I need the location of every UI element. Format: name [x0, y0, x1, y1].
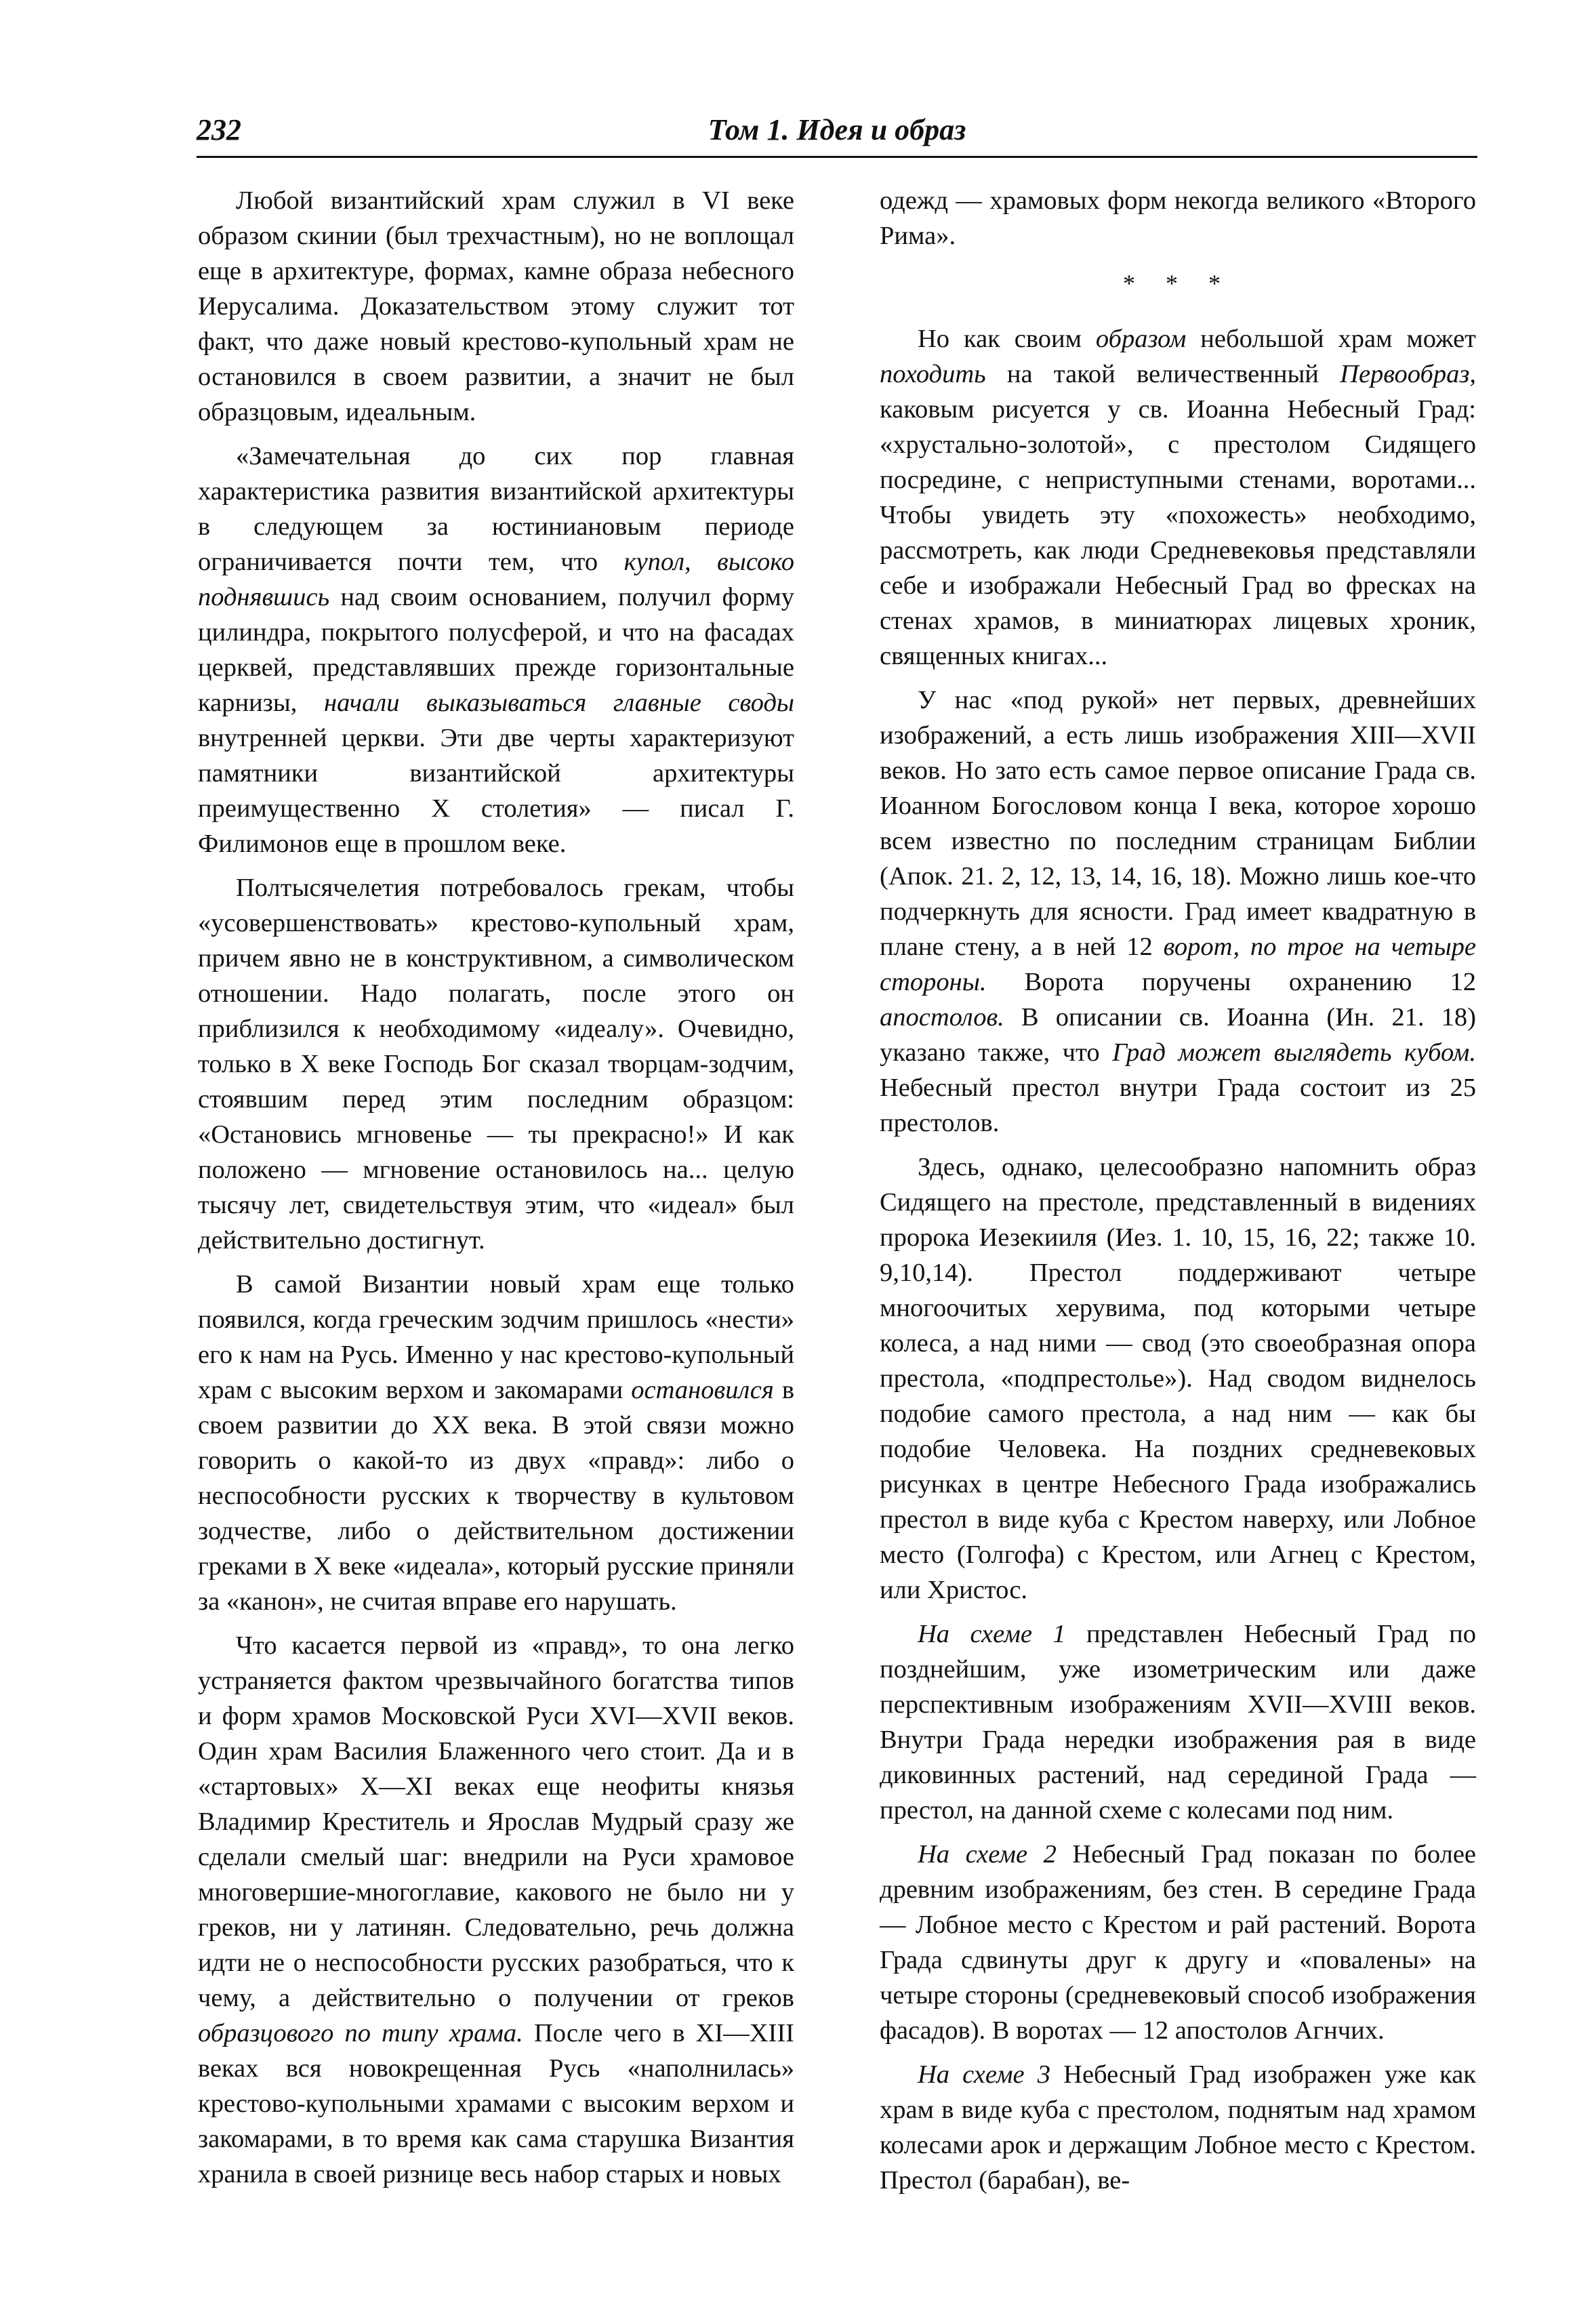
paragraph: Полтысячелетия потребовалось грекам, чтобы «усовершенствовать» крестово-купольный храм, причем явно не в конструктивном, а символическом отношении. Надо полагать, после этого он приблизился к необходимому «идеалу». Очевидно, только в X веке Господь Бог сказал творцам-зодчим, стоявшим перед этим последним образцом: «Остановись мгновенье — ты прекрасно!» И как положено — мгновение остановилось на... целую тысячу лет, свидетельствуя этим, что «идеал» был действительно достигнут. [198, 874, 794, 1255]
paragraph: Здесь, однако, целесообразно напомнить образ Сидящего на престоле, представленный в видениях пророка Иезекииля (Иез. 1. 10, 15, 16, 22; также 10. 9,10,14). Престол поддерживают четыре многоочитых херувима, под которыми четыре колеса, а над ними — свод (это своеобразная опора престола, «подпрестолье»). Над сводом виднелось подобие самого престола, а над ним — как бы подобие Человека. На поздних средневековых рисунках в центре Небесного Града изображались престол в виде куба с Крестом наверху, или Лобное место (Голгофа) с Крестом, или Агнец с Крестом, или Христос. [880, 1153, 1476, 1604]
paragraph: В самой Византии новый храм еще только появился, когда греческим зодчим пришлось «нести» его к нам на Русь. Именно у нас крестово-купольный храм с высоким верхом и закомарами остановился в своем развитии до XX века. В этой связи можно говорить о какой-то из двух «правд»: либо о неспособности русских к творчеству в культовом зодчестве, либо о действительном достижении греками в X веке «идеала», который русские приняли за «канон», не считая вправе его нарушать. [198, 1270, 794, 1616]
paragraph: «Замечательная до сих пор главная характеристика развития византийской архитектуры в следующем за юстиниановым периоде ограничивается почти тем, что купол, высоко поднявшись над своим основанием, получил форму цилиндра, покрытого полусферой, и что на фасадах церквей, представлявших прежде горизонтальные карнизы, начали выказываться главные своды внутренней церкви. Эти две черты характеризуют памятники византийской архитектуры преимущественно X столетия» — писал Г. Филимонов еще в прошлом веке. [198, 442, 795, 858]
running-title: Том 1. Идея и образ [708, 113, 966, 146]
page-header [197, 108, 1477, 158]
paragraph: На схеме 3 Небесный Град изображен уже как храм в виде куба с престолом, поднятым над храмом колесами арок и держащим Лобное место с Крестом. Престол (барабан), ве- [880, 2060, 1477, 2195]
paragraph: Что касается первой из «правд», то она легко устраняется фактом чрезвычайного богатства типов и форм храмов Московской Руси XVI—XVII веков. Один храм Василия Блаженного чего стоит. Да и в «стартовых» X—XI веках еще неофиты князья Владимир Креститель и Ярослав Мудрый сразу же сделали смелый шаг: внедрили на Руси храмовое многовершие-многоглавие, какового не было ни у греков, ни у латинян. Следовательно, речь должна идти не о неспособности русских разобраться, что к чему, а действительно о получении от греков образцового по типу храма. После чего в XI—XIII веках вся новокрещенная Русь «наполнилась» крестово-купольными храмами с высоким верхом и закомарами, в то время как сама старушка Византия хранила в своей ризнице весь набор старых и новых [198, 1631, 794, 2188]
paragraph: Но как своим образом небольшой храм может походить на такой величественный Первообраз, каковым рисуется у св. Иоанна Небесный Град: «хрустально-золотой», с престолом Сидящего посредине, с неприступными стенами, воротами... Чтобы увидеть эту «похожесть» необходимо, рассмотреть, как люди Средневековья представляли себе и изображали Небесный Град во фресках на стенах храмов, в миниатюрах лицевых хроник, священных книгах... [880, 325, 1476, 670]
right-column [880, 183, 1476, 2207]
page-number: 232 [197, 113, 241, 146]
paragraph: Любой византийский храм служил в VI веке образом скинии (был трехчастным), но не воплощал еще в архитектуре, формах, камне образа небесного Иерусалима. Доказательством этому служит тот факт, что даже новый крестово-купольный храм не остановился в своем развитии, а значит не был образцовым, идеальным. [198, 186, 794, 426]
left-column [198, 183, 794, 2201]
paragraph: У нас «под рукой» нет первых, древнейших изображений, а есть лишь изображения XIII—XVII веков. Но зато есть самое первое описание Града св. Иоанном Богословом конца I века, которое хорошо всем известно по последним страницам Библии (Апок. 21. 2, 12, 13, 14, 16, 18). Можно лишь кое-что подчеркнуть для ясности. Град имеет квадратную в плане стену, а в ней 12 ворот, по трое на четыре стороны. Ворота поручены охранению 12 апостолов. В описании св. Иоанна (Ин. 21. 18) указано также, что Град может выглядеть кубом. Небесный престол внутри Града состоит из 25 престолов. [880, 686, 1476, 1137]
section-separator: * * * [1123, 270, 1233, 297]
paragraph: На схеме 2 Небесный Град показан по более древним изображениям, без стен. В середине Града — Лобное место с Крестом и рай растений. Ворота Града сдвинуты друг к другу и «повалены» на четыре стороны (средневековый способ изображения фасадов). В воротах — 12 апостолов Агнчих. [880, 1840, 1476, 2045]
paragraph: одежд — храмовых форм некогда великого «Второго Рима». [880, 186, 1476, 250]
paragraph: На схеме 1 представлен Небесный Град по позднейшим, уже изометрическим или даже перспективным изображениям XVII—XVIII веков. Внутри Града нередки изображения рая в виде диковинных растений, над серединой Града — престол, на данной схеме с колесами под ним. [880, 1620, 1476, 1824]
